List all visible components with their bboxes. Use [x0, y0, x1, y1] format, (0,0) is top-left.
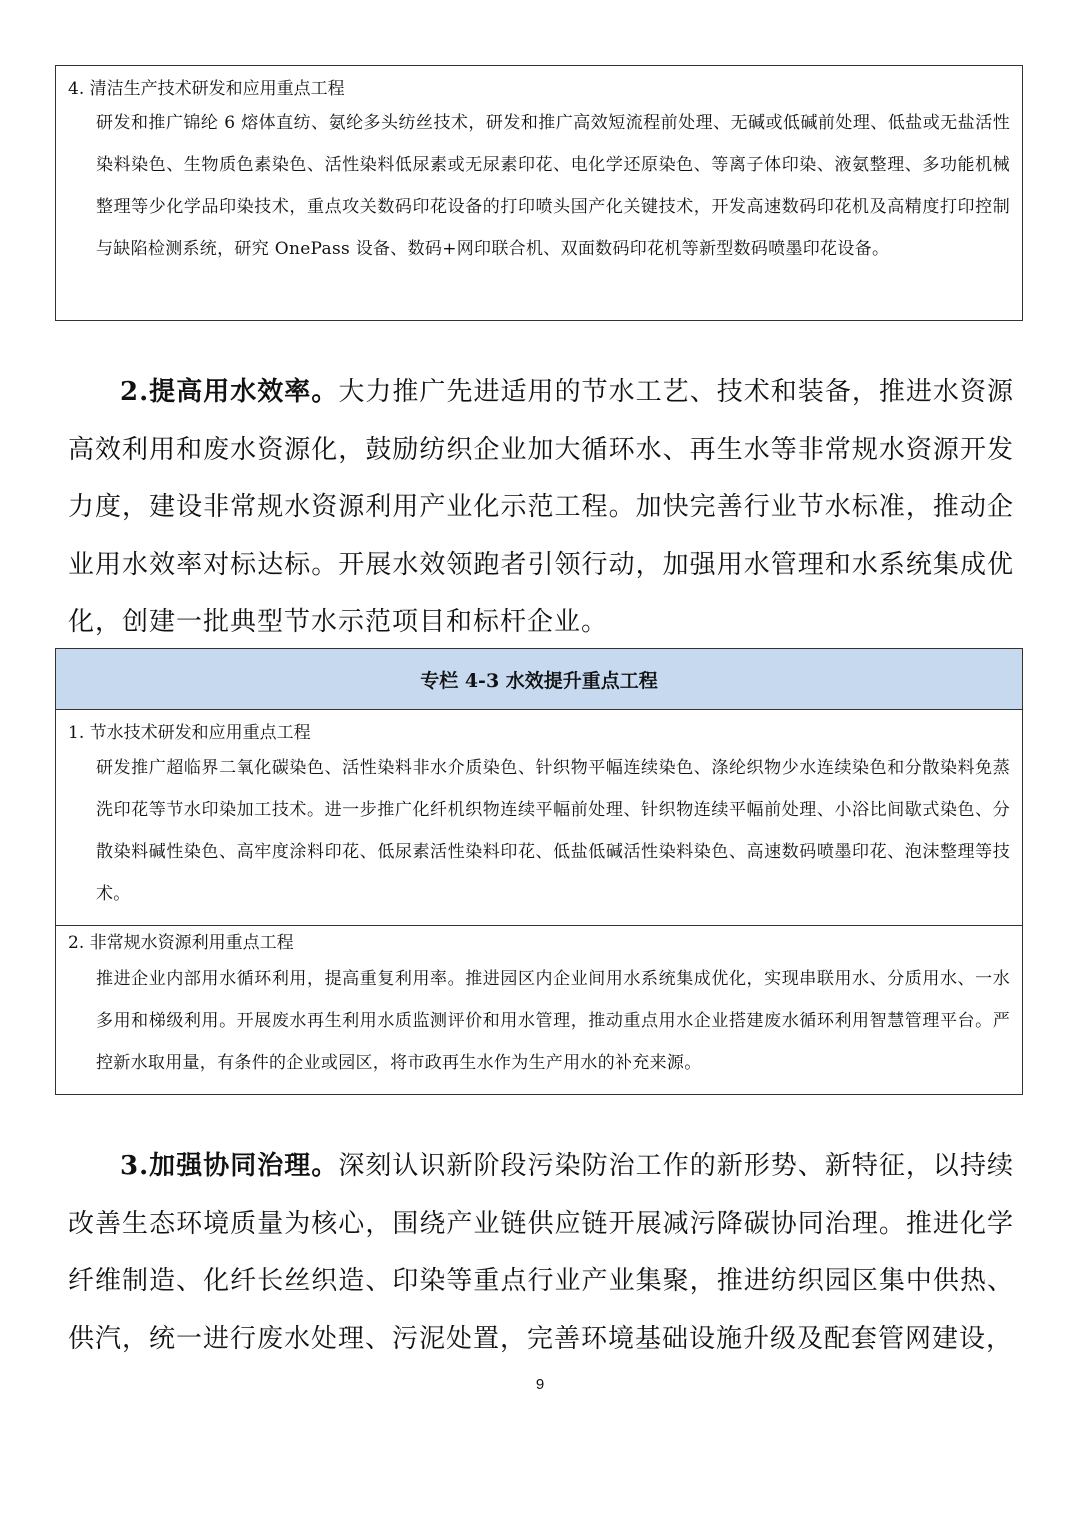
box-row — [56, 925, 1022, 1084]
box-item-title: 1. 节水技术研发和应用重点工程 — [68, 723, 311, 743]
section-paragraph-coordinated-governance — [68, 1138, 1014, 1368]
section-text: 大力推广先进适用的节水工艺、技术和装备，推进水资源高效利用和废水资源化，鼓励纺织企业加大循环水、再生水等非常规水资源开发力度，建设非常规水资源利用产业化示范工程。加快完善行业节水标准，推动企业用水效率对标达标。开展水效领跑者引领行动，加强用水管理和水系统集成优化，创建一批典型节水示范项目和标杆企业。 — [68, 377, 1014, 637]
box-item-body: 推进企业内部用水循环利用，提高重复利用率。推进园区内企业间用水系统集成优化，实现串联用水、分质用水、一水多用和梯级利用。开展废水再生利用水质监测评价和用水管理，推动重点用水企业搭建废水循环利用智慧管理平台。严控新水取用量，有条件的企业或园区，将市政再生水作为生产用水的补充来源。 — [96, 969, 1010, 1073]
column-box-4-3 — [55, 648, 1023, 1095]
column-box-continued — [55, 65, 1023, 321]
box-item-title: 2. 非常规水资源利用重点工程 — [68, 933, 294, 953]
box-item-body: 研发推广超临界二氧化碳染色、活性染料非水介质染色、针织物平幅连续染色、涤纶织物少水连续染色和分散染料免蒸洗印花等节水印染加工技术。进一步推广化纤机织物连续平幅前处理、针织物连续平幅前处理、小浴比间歇式染色、分散染料碱性染色、高牢度涂料印花、低尿素活性染料印花、低盐低碱活性染料染色、高速数码喷墨印花、泡沫整理等技术。 — [96, 758, 1010, 904]
column-box-title: 专栏 4-3 水效提升重点工程 — [56, 649, 1022, 710]
box-row — [56, 710, 1022, 925]
section-heading: 3.加强协同治理。 — [120, 1151, 339, 1181]
page-number: 9 — [535, 1376, 545, 1393]
box-item-body: 研发和推广锦纶 6 熔体直纺、氨纶多头纺丝技术，研发和推广高效短流程前处理、无碱或低碱前处理、低盐或无盐活性染料染色、生物质色素染色、活性染料低尿素或无尿素印花、电化学还原染色、等离子体印染、液氨整理、多功能机械整理等少化学品印染技术，重点攻关数码印花设备的打印喷头国产化关键技术，开发高速数码印花机及高精度打印控制与缺陷检测系统，研究 OnePass 设备、数码+网印联合机、双面数码印花机等新型数码喷墨印花设备。 — [96, 113, 1010, 259]
section-text: 深刻认识新阶段污染防治工作的新形势、新特征，以持续改善生态环境质量为核心，围绕产业链供应链开展减污降碳协同治理。推进化学纤维制造、化纤长丝织造、印染等重点行业产业集聚，推进纺织园区集中供热、供汽，统一进行废水处理、污泥处置，完善环境基础设施升级及配套管网建设， — [68, 1151, 1014, 1354]
section-heading: 2.提高用水效率。 — [120, 377, 339, 407]
section-paragraph-water-efficiency — [68, 364, 1014, 652]
box-item-title: 4. 清洁生产技术研发和应用重点工程 — [68, 79, 345, 99]
